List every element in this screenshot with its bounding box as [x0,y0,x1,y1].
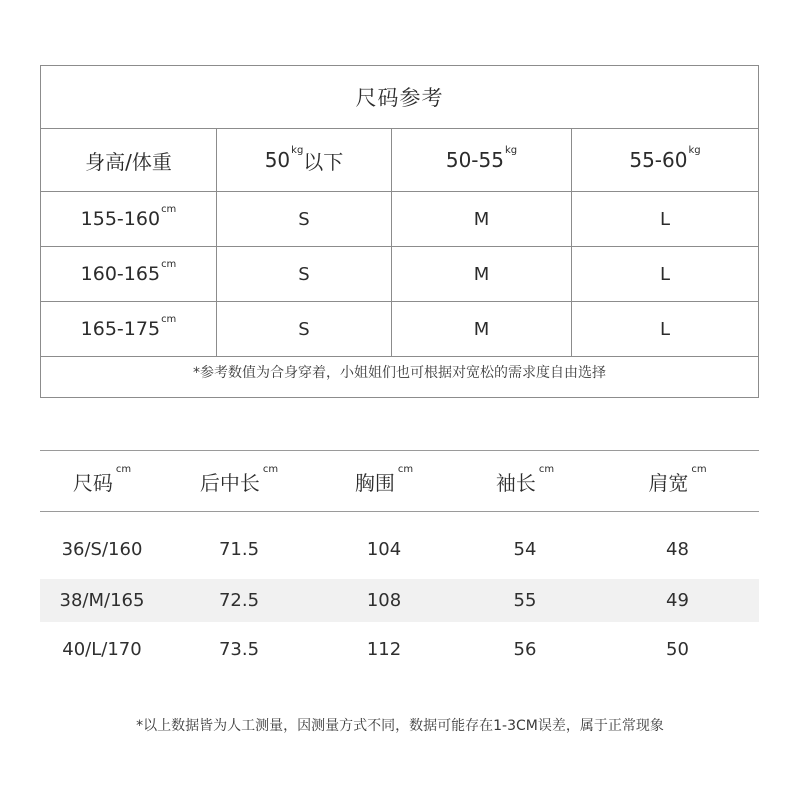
size-cell: M [392,192,572,247]
table-row [40,628,759,671]
size-reference-grid [41,129,758,357]
table-row [40,528,759,571]
table-row-highlighted [40,579,759,622]
header-sleeve-length: 袖长 cm [495,463,555,495]
row-height-label: 160-165 cm [41,247,217,302]
cell-sleeve-length: 55 [513,590,537,611]
header-height-weight: 身高/体重 [41,129,217,192]
size-reference-title: 尺码参考 [41,66,758,129]
cell-back-length: 73.5 [218,639,260,660]
cell-sleeve-length: 56 [513,639,537,660]
size-cell: L [572,247,758,302]
header-weight-55-60: 55-60 kg [572,129,758,192]
size-cell: M [392,302,572,357]
cell-back-length: 71.5 [218,539,260,560]
header-size: 尺码 cm [72,463,132,495]
cell-size: 38/M/165 [59,590,145,611]
size-cell: M [392,247,572,302]
measurement-footnote: *以上数据皆为人工测量，因测量方式不同，数据可能存在1-3CM误差，属于正常现象 [136,718,664,734]
measurement-header-row [40,451,759,511]
size-reference-table [40,65,759,398]
cell-size: 40/L/170 [62,639,142,660]
header-divider [40,511,759,512]
cell-chest: 104 [366,539,402,560]
header-back-length: 后中长 cm [199,463,279,495]
size-cell: S [217,192,392,247]
size-reference-note: *参考数值为合身穿着，小姐姐们也可根据对宽松的需求度自由选择 [193,365,606,381]
cell-shoulder-width: 48 [666,539,689,560]
header-weight-50-55: 50-55 kg [392,129,572,192]
header-weight-under-50: 50 kg 以下 [217,129,392,192]
cell-back-length: 72.5 [218,590,260,611]
header-chest: 胸围 cm [354,463,414,495]
size-cell: L [572,192,758,247]
row-height-label: 155-160 cm [41,192,217,247]
cell-sleeve-length: 54 [513,539,537,560]
header-shoulder-width: 肩宽 cm [648,463,707,495]
cell-chest: 112 [366,639,402,660]
size-cell: S [217,302,392,357]
cell-shoulder-width: 49 [666,590,689,611]
cell-size: 36/S/160 [61,539,143,560]
size-cell: L [572,302,758,357]
cell-shoulder-width: 50 [666,639,689,660]
size-cell: S [217,247,392,302]
cell-chest: 108 [366,590,402,611]
row-height-label: 165-175 cm [41,302,217,357]
